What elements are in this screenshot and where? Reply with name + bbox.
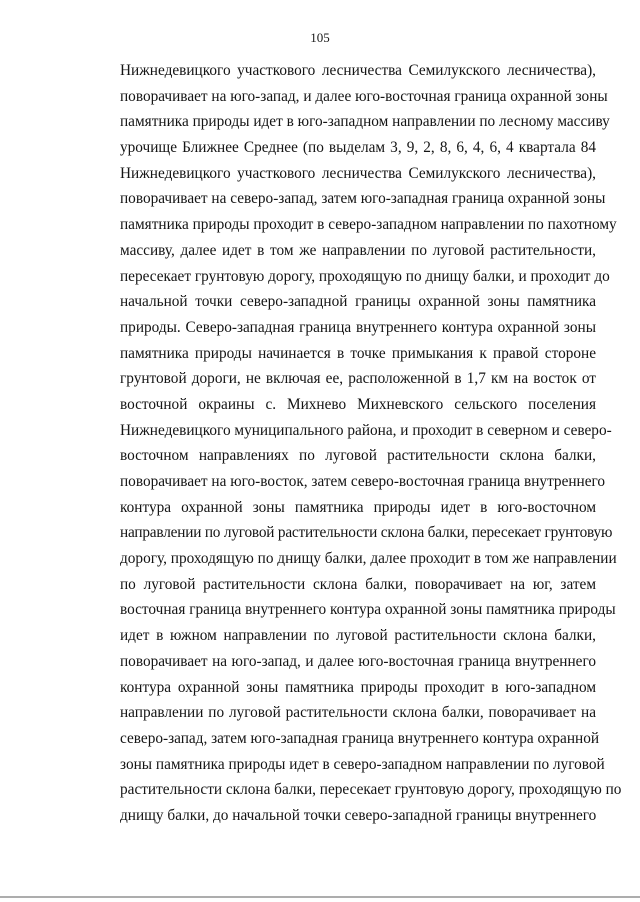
text-line: восточная граница внутреннего контура охранной зоны памятника природы	[120, 601, 616, 619]
text-line: урочище Ближнее Среднее (по выделам 3, 9, 2, 8, 6, 4, 6, 4 квартала 84	[120, 139, 596, 157]
scan-edge-line	[0, 896, 640, 898]
text-line: пересекает грунтовую дорогу, проходящую по днищу балки, и проходит до	[120, 267, 610, 285]
text-line: направлении по луговой растительности склона балки, пересекает грунтовую	[120, 524, 613, 542]
page-number: 105	[310, 30, 330, 45]
body-paragraph	[120, 58, 622, 829]
text-line: растительности склона балки, пересекает грунтовую дорогу, проходящую по	[120, 781, 622, 799]
text-line: контура охранной зоны памятника природы проходит в юго-западном	[120, 678, 596, 696]
text-line: дорогу, проходящую по днищу балки, далее проходит в том же направлении	[120, 550, 617, 568]
text-line: начальной точки северо-западной границы охранной зоны памятника	[120, 293, 596, 311]
text-line: поворачивает на северо-запад, затем юго-западная граница охранной зоны	[120, 190, 606, 208]
text-line: памятника природы идет в юго-западном направлении по лесному массиву	[120, 113, 610, 131]
text-line: поворачивает на юго-восток, затем северо-восточная граница внутреннего	[120, 473, 606, 490]
text-line: по луговой растительности склона балки, поворачивает на юг, затем	[120, 575, 596, 593]
text-line: Нижнедевицкого участкового лесничества Семилукского лесничества),	[120, 164, 596, 182]
text-line: Нижнедевицкого муниципального района, и проходит в северном и северо-	[120, 421, 612, 439]
text-line: природы. Северо-западная граница внутреннего контура охранной зоны	[120, 318, 596, 336]
text-line: направлении по луговой растительности склона балки, поворачивает на	[120, 704, 596, 722]
text-line: поворачивает на юго-запад, и далее юго-восточная граница охранной зоны	[120, 87, 608, 105]
text-line: массиву, далее идет в том же направлении по луговой растительности,	[120, 241, 596, 259]
text-line: грунтовой дороги, не включая ее, расположенной в 1,7 км на восток от	[120, 370, 596, 388]
text-line: контура охранной зоны памятника природы идет в юго-восточном	[120, 498, 596, 516]
text-line: северо-запад, затем юго-западная граница внутреннего контура охранной	[120, 729, 600, 747]
text-line: идет в южном направлении по луговой растительности склона балки,	[120, 627, 596, 645]
text-line: днищу балки, до начальной точки северо-западной границы внутреннего	[120, 806, 597, 824]
text-line: памятника природы проходит в северо-западном направлении по пахотному	[120, 216, 617, 234]
text-line: зоны памятника природы идет в северо-западном направлении по луговой	[120, 755, 605, 773]
text-line: памятника природы начинается в точке примыкания к правой стороне	[120, 344, 596, 362]
text-line: восточной окраины с. Михнево Михневского сельского поселения	[120, 395, 596, 413]
text-line: восточном направлениях по луговой растительности склона балки,	[120, 447, 596, 465]
text-line: Нижнедевицкого участкового лесничества Семилукского лесничества),	[120, 62, 596, 79]
text-line: поворачивает на юго-запад, и далее юго-восточная граница внутреннего	[120, 652, 596, 670]
